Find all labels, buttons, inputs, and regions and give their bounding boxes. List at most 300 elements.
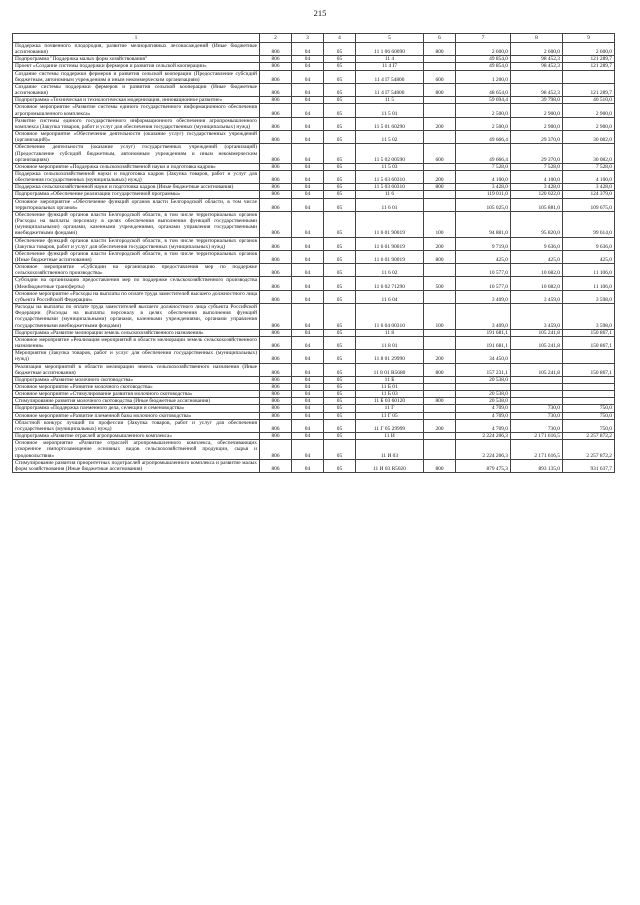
- expense-type-code: [424, 131, 456, 144]
- amount-year-3: 931 637,7: [563, 459, 615, 472]
- subsection-code: 05: [324, 264, 356, 277]
- subsection-code: 05: [324, 329, 356, 336]
- item-name: Основное мероприятие «Развитие молочного скотоводства»: [13, 383, 260, 390]
- admin-code: 806: [260, 97, 292, 104]
- subsection-code: 05: [324, 56, 356, 63]
- item-name: Основное мероприятие «Субсидии на организацию предоставления мер по поддержке сельскохозяйственного производства»: [13, 264, 260, 277]
- section-code: 04: [292, 383, 324, 390]
- item-name: Основное мероприятие «Развитие системы единого государственного информационного обеспечения агропромышленного комплекса»: [13, 104, 260, 117]
- admin-code: 806: [260, 70, 292, 83]
- section-code: 04: [292, 398, 324, 405]
- section-code: 04: [292, 144, 324, 163]
- item-name: Обеспечение функций органов власти Белгородской области, в том числе территориальных органов (Расходы на выплаты персоналу в целях обеспечения выполнения функций государственными (муниципальными) органами, казенными учреждениями, органами управления государственными внебюджетными фондами): [13, 211, 260, 237]
- admin-code: 806: [260, 56, 292, 63]
- table-row: [13, 329, 615, 336]
- subsection-code: 05: [324, 70, 356, 83]
- section-code: 04: [292, 70, 324, 83]
- table-row: [13, 70, 615, 83]
- item-name: Мероприятия (Закупка товаров, работ и услуг для обеспечения государственных (муниципальных) нужд): [13, 350, 260, 363]
- item-name: Проект «Создание системы поддержки фермеров и развития сельской кооперации»: [13, 63, 260, 70]
- subsection-code: 05: [324, 63, 356, 70]
- subsection-code: 05: [324, 459, 356, 472]
- section-code: 04: [292, 459, 324, 472]
- table-row: [13, 376, 615, 383]
- section-code: 04: [292, 191, 324, 198]
- amount-year-1: 879 475,3: [456, 459, 511, 472]
- section-code: 04: [292, 83, 324, 96]
- section-code: 04: [292, 304, 324, 330]
- target-article-code: 11 Г 05 29999: [356, 419, 424, 432]
- subsection-code: 05: [324, 83, 356, 96]
- table-row: [13, 440, 615, 459]
- amount-year-1: 49 666,4: [456, 144, 511, 163]
- admin-code: 806: [260, 440, 292, 459]
- item-name: Подпрограмма «Развитие отраслей агропромышленного комплекса»: [13, 433, 260, 440]
- column-header: 9: [563, 34, 615, 43]
- item-name: Обеспечение деятельности (оказание услуг) государственных учреждений (организаций) (Предоставление субсидий бюджетным, автономным учреждениям и иным некоммерческим организациям): [13, 144, 260, 163]
- table-row: [13, 163, 615, 170]
- column-header: 4: [324, 34, 356, 43]
- item-name: Субсидии на организацию предоставления мер по поддержке сельскохозяйственного производства (Межбюджетные трансферты): [13, 277, 260, 290]
- target-article-code: 11 5 02: [356, 131, 424, 144]
- admin-code: 806: [260, 163, 292, 170]
- target-article-code: 11 5 02 00590: [356, 144, 424, 163]
- table-row: [13, 97, 615, 104]
- amount-year-3: 2 257 872,2: [563, 433, 615, 440]
- expense-type-code: [424, 290, 456, 303]
- expense-type-code: [424, 376, 456, 383]
- target-article-code: 11 8 01 29990: [356, 350, 424, 363]
- admin-code: 806: [260, 170, 292, 183]
- subsection-code: 05: [324, 383, 356, 390]
- section-code: 04: [292, 250, 324, 263]
- section-code: 04: [292, 391, 324, 398]
- amount-year-1: 4 709,0: [456, 419, 511, 432]
- item-name: Подпрограмма «Развитие мелиорации земель сельскохозяйственного назначения»: [13, 329, 260, 336]
- section-code: 04: [292, 43, 324, 56]
- page-number: 215: [313, 8, 327, 18]
- expense-type-code: 200: [424, 170, 456, 183]
- admin-code: 806: [260, 329, 292, 336]
- subsection-code: 05: [324, 363, 356, 376]
- amount-year-1: 3 409,0: [456, 290, 511, 303]
- admin-code: 806: [260, 419, 292, 432]
- subsection-code: 05: [324, 97, 356, 104]
- item-name: Поддержка сельскохозяйственной науки и подготовка кадров (Иные бюджетные ассигнования): [13, 184, 260, 191]
- subsection-code: 05: [324, 336, 356, 349]
- expense-type-code: [424, 440, 456, 459]
- admin-code: 806: [260, 304, 292, 330]
- amount-year-2: 893 135,0: [511, 459, 563, 472]
- expense-type-code: [424, 433, 456, 440]
- admin-code: 806: [260, 350, 292, 363]
- subsection-code: 05: [324, 198, 356, 211]
- amount-year-3: 30 082,0: [563, 144, 615, 163]
- column-header: 5: [356, 34, 424, 43]
- target-article-code: 11 5 01: [356, 104, 424, 117]
- amount-year-3: [563, 391, 615, 398]
- amount-year-3: 124 379,0: [563, 191, 615, 198]
- amount-year-3: 121 289,7: [563, 56, 615, 63]
- amount-year-3: 109 675,0: [563, 198, 615, 211]
- item-name: Подпрограмма «Развитие молочного скотоводства»: [13, 376, 260, 383]
- target-article-code: 11 8 01 R5680: [356, 363, 424, 376]
- target-article-code: 11 4 I7: [356, 63, 424, 70]
- subsection-code: 05: [324, 211, 356, 237]
- target-article-code: 11 8 01: [356, 336, 424, 349]
- amount-year-3: 750,0: [563, 405, 615, 412]
- subsection-code: 05: [324, 391, 356, 398]
- section-code: 04: [292, 163, 324, 170]
- subsection-code: 05: [324, 250, 356, 263]
- section-code: 04: [292, 56, 324, 63]
- target-article-code: 11 8: [356, 329, 424, 336]
- table-row: [13, 198, 615, 211]
- column-header: 7: [456, 34, 511, 43]
- admin-code: 806: [260, 405, 292, 412]
- item-name: Стимулирование развития приоритетных подотраслей агропромышленного комплекса и развитие малых форм хозяйствования (Иные бюджетные ассигнования): [13, 459, 260, 472]
- admin-code: 806: [260, 83, 292, 96]
- admin-code: 806: [260, 237, 292, 250]
- table-row: [13, 43, 615, 56]
- admin-code: 806: [260, 412, 292, 419]
- section-code: 04: [292, 412, 324, 419]
- amount-year-2: 105 241,8: [511, 363, 563, 376]
- table-row: [13, 350, 615, 363]
- table-row: [13, 250, 615, 263]
- amount-year-2: 105 241,8: [511, 336, 563, 349]
- amount-year-3: 3 598,0: [563, 290, 615, 303]
- subsection-code: 05: [324, 304, 356, 330]
- subsection-code: 05: [324, 277, 356, 290]
- expense-type-code: 800: [424, 398, 456, 405]
- amount-year-1: [456, 383, 511, 390]
- target-article-code: 11 5: [356, 97, 424, 104]
- section-code: 04: [292, 117, 324, 130]
- expense-type-code: [424, 163, 456, 170]
- subsection-code: 05: [324, 350, 356, 363]
- column-header: 1: [13, 34, 260, 43]
- admin-code: 806: [260, 198, 292, 211]
- target-article-code: 11 6 04 00310: [356, 304, 424, 330]
- amount-year-1: 9 719,0: [456, 237, 511, 250]
- subsection-code: 05: [324, 405, 356, 412]
- amount-year-2: 3 459,0: [511, 290, 563, 303]
- expense-type-code: [424, 264, 456, 277]
- target-article-code: 11 4 I7 54800: [356, 83, 424, 96]
- expense-type-code: 200: [424, 419, 456, 432]
- item-name: Поддержка почвенного плодородия, развитие мелиоративных лесонасаждений (Иные бюджетные ассигнования): [13, 43, 260, 56]
- column-header: 8: [511, 34, 563, 43]
- amount-year-2: 730,0: [511, 412, 563, 419]
- amount-year-3: 750,0: [563, 412, 615, 419]
- subsection-code: 05: [324, 376, 356, 383]
- item-name: Поддержка сельскохозяйственной науки и подготовка кадров (Закупка товаров, работ и услуг для обеспечения государственных (муниципальных) нужд): [13, 170, 260, 183]
- amount-year-1: 157 231,1: [456, 363, 511, 376]
- expense-type-code: [424, 391, 456, 398]
- expense-type-code: 500: [424, 277, 456, 290]
- amount-year-3: 121 289,7: [563, 83, 615, 96]
- amount-year-1: 2 500,0: [456, 117, 511, 130]
- amount-year-2: 2 900,0: [511, 104, 563, 117]
- item-name: Развитие системы единого государственного информационного обеспечения агропромышленного комплекса (Закупка товаров, работ и услуг для обеспечения государственных (муниципальных) нужд): [13, 117, 260, 130]
- amount-year-2: 95 820,0: [511, 211, 563, 237]
- amount-year-2: [511, 391, 563, 398]
- target-article-code: 11 5 03: [356, 163, 424, 170]
- table-row: [13, 144, 615, 163]
- admin-code: 806: [260, 184, 292, 191]
- admin-code: 806: [260, 63, 292, 70]
- amount-year-3: [563, 70, 615, 83]
- item-name: Расходы на выплаты по оплате труда заместителей высшего должностного лица субъекта Российской Федерации (Расходы на выплаты персоналу в целях обеспечения выполнения функций государственными (муниципальными) органами, казенными учреждениями, органами управления государственными внебюджетными фондами): [13, 304, 260, 330]
- expense-type-code: 800: [424, 184, 456, 191]
- admin-code: 806: [260, 250, 292, 263]
- amount-year-3: 4 100,0: [563, 170, 615, 183]
- amount-year-1: 20 538,0: [456, 391, 511, 398]
- expense-type-code: 800: [424, 363, 456, 376]
- target-article-code: 11 6 02 71290: [356, 277, 424, 290]
- amount-year-3: 2 600,0: [563, 43, 615, 56]
- amount-year-1: 2 600,0: [456, 43, 511, 56]
- item-name: Основное мероприятие «Развитие племенной базы молочного скотоводства»: [13, 412, 260, 419]
- amount-year-1: 7 528,0: [456, 163, 511, 170]
- amount-year-2: 730,0: [511, 419, 563, 432]
- admin-code: 806: [260, 459, 292, 472]
- expense-type-code: [424, 104, 456, 117]
- amount-year-3: [563, 376, 615, 383]
- amount-year-3: 7 528,0: [563, 163, 615, 170]
- amount-year-3: [563, 398, 615, 405]
- column-header: 6: [424, 34, 456, 43]
- item-name: Обеспечение функций органов власти Белгородской области, в том числе территориальных органов (Иные бюджетные ассигнования): [13, 250, 260, 263]
- target-article-code: 11 6: [356, 191, 424, 198]
- target-article-code: 11 5 03 60310: [356, 184, 424, 191]
- amount-year-2: 3 459,0: [511, 304, 563, 330]
- amount-year-2: 2 171 616,5: [511, 440, 563, 459]
- expense-type-code: 200: [424, 237, 456, 250]
- admin-code: 806: [260, 277, 292, 290]
- item-name: Основное мероприятие «Расходы на выплаты по оплате труда заместителей высшего должностного лица субъекта Российской Федерации»: [13, 290, 260, 303]
- subsection-code: 05: [324, 290, 356, 303]
- table-row: [13, 184, 615, 191]
- column-header: 2: [260, 34, 292, 43]
- amount-year-3: 2 900,0: [563, 104, 615, 117]
- item-name: Создание системы поддержки фермеров и развития сельской кооперации (Предоставление субсидий бюджетным, автономным учреждениям и иным некоммерческим организациям): [13, 70, 260, 83]
- item-name: Основное мероприятие «Поддержка сельскохозяйственной науки и подготовка кадров»: [13, 163, 260, 170]
- amount-year-2: 29 370,0: [511, 144, 563, 163]
- amount-year-2: 105 241,8: [511, 329, 563, 336]
- item-name: Подпрограмма «Техническая и технологическая модернизация, инновационное развитие»: [13, 97, 260, 104]
- target-article-code: 11 6 01: [356, 198, 424, 211]
- subsection-code: 05: [324, 131, 356, 144]
- expense-type-code: [424, 198, 456, 211]
- target-article-code: 11 Г 05: [356, 412, 424, 419]
- section-code: 04: [292, 350, 324, 363]
- target-article-code: 11 6 01 90019: [356, 211, 424, 237]
- item-name: Основное мероприятие «Обеспечение функций органов власти Белгородской области, в том числе территориальных органов»: [13, 198, 260, 211]
- amount-year-3: [563, 350, 615, 363]
- expense-type-code: [424, 56, 456, 63]
- target-article-code: 11 5 01 60290: [356, 117, 424, 130]
- subsection-code: 05: [324, 237, 356, 250]
- table-row: [13, 211, 615, 237]
- amount-year-3: 99 614,0: [563, 211, 615, 237]
- item-name: Обеспечение функций органов власти Белгородской области, в том числе территориальных органов (Закупка товаров, работ и услуг для обеспечения государственных (муниципальных) нужд): [13, 237, 260, 250]
- section-code: 04: [292, 170, 324, 183]
- table-row: [13, 237, 615, 250]
- section-code: 04: [292, 237, 324, 250]
- amount-year-2: 7 528,0: [511, 163, 563, 170]
- admin-code: 806: [260, 211, 292, 237]
- expense-type-code: 800: [424, 250, 456, 263]
- expense-type-code: 800: [424, 43, 456, 56]
- section-code: 04: [292, 184, 324, 191]
- amount-year-2: 39 798,0: [511, 97, 563, 104]
- subsection-code: 05: [324, 117, 356, 130]
- expense-type-code: 100: [424, 304, 456, 330]
- amount-year-1: 3 428,0: [456, 184, 511, 191]
- table-row: [13, 419, 615, 432]
- column-header: 3: [292, 34, 324, 43]
- amount-year-1: 34 450,0: [456, 350, 511, 363]
- amount-year-1: 2 224 206,3: [456, 433, 511, 440]
- amount-year-2: 3 428,0: [511, 184, 563, 191]
- subsection-code: 05: [324, 43, 356, 56]
- admin-code: 806: [260, 117, 292, 130]
- amount-year-3: 11 106,0: [563, 264, 615, 277]
- amount-year-1: 59 694,4: [456, 97, 511, 104]
- amount-year-2: 10 682,0: [511, 277, 563, 290]
- expense-type-code: [424, 191, 456, 198]
- section-code: 04: [292, 198, 324, 211]
- section-code: 04: [292, 433, 324, 440]
- amount-year-3: 30 082,0: [563, 131, 615, 144]
- table-row: [13, 304, 615, 330]
- target-article-code: 11 Б 03: [356, 391, 424, 398]
- section-code: 04: [292, 336, 324, 349]
- table-row: [13, 83, 615, 96]
- expense-type-code: [424, 336, 456, 349]
- amount-year-2: 2 900,0: [511, 117, 563, 130]
- amount-year-2: 4 100,0: [511, 170, 563, 183]
- table-row: [13, 336, 615, 349]
- amount-year-3: 9 636,0: [563, 237, 615, 250]
- amount-year-1: 10 577,0: [456, 277, 511, 290]
- table-row: [13, 290, 615, 303]
- item-name: Основное мероприятие «Развитие отраслей агропромышленного комплекса, обеспечивающих ускоренное импортозамещение основных видов сельскохозяйственной продукции, сырья и продовольствия»: [13, 440, 260, 459]
- target-article-code: 11 И 03 R5020: [356, 459, 424, 472]
- target-article-code: 11 Б: [356, 376, 424, 383]
- target-article-code: 11 4 I7 54800: [356, 70, 424, 83]
- item-name: Подпрограмма «Обеспечение реализации государственной программы»: [13, 191, 260, 198]
- section-code: 04: [292, 211, 324, 237]
- amount-year-2: 105 881,0: [511, 198, 563, 211]
- item-name: Областной конкурс лучший по профессии (Закупка товаров, работ и услуг для обеспечения государственных (муниципальных) нужд): [13, 419, 260, 432]
- item-name: Стимулирование развития молочного скотоводства (Иные бюджетные ассигнования): [13, 398, 260, 405]
- amount-year-2: 2 171 616,5: [511, 433, 563, 440]
- expense-type-code: 600: [424, 70, 456, 83]
- subsection-code: 05: [324, 170, 356, 183]
- amount-year-1: 2 224 206,3: [456, 440, 511, 459]
- item-name: Подпрограмма «Поддержка племенного дела, селекции и семеноводства»: [13, 405, 260, 412]
- admin-code: 806: [260, 398, 292, 405]
- table-header-row: [13, 34, 615, 43]
- amount-year-2: 9 636,0: [511, 237, 563, 250]
- admin-code: 806: [260, 290, 292, 303]
- amount-year-1: 4 709,0: [456, 405, 511, 412]
- item-name: Основное мероприятие «Стимулирование развития молочного скотоводства»: [13, 391, 260, 398]
- amount-year-2: 730,0: [511, 405, 563, 412]
- section-code: 04: [292, 329, 324, 336]
- amount-year-2: 10 682,0: [511, 264, 563, 277]
- admin-code: 806: [260, 376, 292, 383]
- amount-year-3: 2 900,0: [563, 117, 615, 130]
- subsection-code: 05: [324, 191, 356, 198]
- admin-code: 806: [260, 43, 292, 56]
- amount-year-1: 20 538,0: [456, 376, 511, 383]
- expense-type-code: [424, 383, 456, 390]
- expense-type-code: 200: [424, 350, 456, 363]
- table-row: [13, 131, 615, 144]
- expense-type-code: [424, 405, 456, 412]
- amount-year-1: 94 881,0: [456, 211, 511, 237]
- admin-code: 806: [260, 104, 292, 117]
- target-article-code: 11 1 06 60090: [356, 43, 424, 56]
- amount-year-2: [511, 350, 563, 363]
- amount-year-2: 120 022,0: [511, 191, 563, 198]
- amount-year-1: 3 409,0: [456, 304, 511, 330]
- table-row: [13, 63, 615, 70]
- table-row: [13, 398, 615, 405]
- expense-type-code: 100: [424, 211, 456, 237]
- amount-year-2: [511, 398, 563, 405]
- target-article-code: 11 Б 03 60120: [356, 398, 424, 405]
- subsection-code: 05: [324, 163, 356, 170]
- amount-year-1: 49 854,0: [456, 56, 511, 63]
- target-article-code: 11 5 03 60310: [356, 170, 424, 183]
- target-article-code: 11 4: [356, 56, 424, 63]
- budget-table: [12, 33, 615, 473]
- section-code: 04: [292, 104, 324, 117]
- section-code: 04: [292, 405, 324, 412]
- expense-type-code: 800: [424, 83, 456, 96]
- amount-year-3: 425,0: [563, 250, 615, 263]
- amount-year-1: 4 100,0: [456, 170, 511, 183]
- admin-code: 806: [260, 131, 292, 144]
- table-row: [13, 56, 615, 63]
- amount-year-1: 105 025,0: [456, 198, 511, 211]
- subsection-code: 05: [324, 184, 356, 191]
- expense-type-code: [424, 412, 456, 419]
- amount-year-3: 3 428,0: [563, 184, 615, 191]
- subsection-code: 05: [324, 433, 356, 440]
- item-name: Создание системы поддержки фермеров и развития сельской кооперации (Иные бюджетные ассигнования): [13, 83, 260, 96]
- section-code: 04: [292, 264, 324, 277]
- expense-type-code: 600: [424, 144, 456, 163]
- admin-code: 806: [260, 391, 292, 398]
- expense-type-code: 200: [424, 117, 456, 130]
- target-article-code: 11 6 01 90019: [356, 250, 424, 263]
- amount-year-1: 49 666,4: [456, 131, 511, 144]
- table-row: [13, 459, 615, 472]
- section-code: 04: [292, 277, 324, 290]
- target-article-code: 11 6 01 90019: [356, 237, 424, 250]
- amount-year-2: 425,0: [511, 250, 563, 263]
- section-code: 04: [292, 363, 324, 376]
- item-name: Основное мероприятие «Обеспечение деятельности (оказание услуг) государственных учреждений (организаций)»: [13, 131, 260, 144]
- subsection-code: 05: [324, 440, 356, 459]
- section-code: 04: [292, 131, 324, 144]
